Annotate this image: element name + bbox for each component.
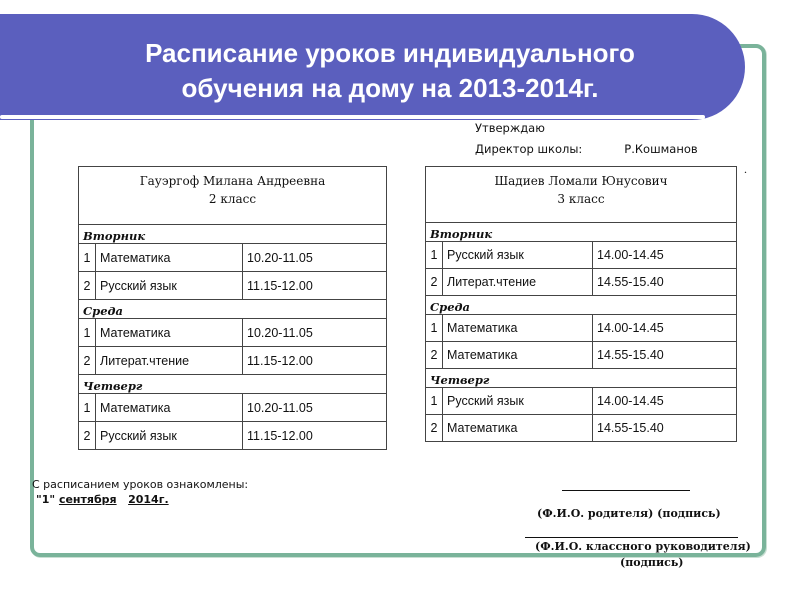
table-row <box>426 342 737 369</box>
student-class: 2 класс <box>208 192 257 206</box>
approval-block <box>475 118 755 160</box>
lesson-subject: Литерат.чтение <box>96 347 243 375</box>
approval-director-name: Р.Кошманов <box>624 142 698 156</box>
lesson-time: 10.20-11.05 <box>243 319 387 347</box>
student-header <box>426 167 737 223</box>
lesson-number: 2 <box>79 422 96 450</box>
table-row <box>79 394 387 422</box>
acknowledgement-text: С расписанием уроков ознакомлены: <box>32 478 249 491</box>
table-row <box>79 272 387 300</box>
day-row <box>426 369 737 388</box>
lesson-number: 1 <box>426 315 443 342</box>
teacher-signature-line <box>525 537 738 538</box>
table-row <box>79 244 387 272</box>
lesson-number: 1 <box>79 244 96 272</box>
acknowledgement-date <box>32 492 248 507</box>
title-line-1: Расписание уроков индивидуального <box>145 38 635 68</box>
lesson-number: 1 <box>79 319 96 347</box>
lesson-subject: Русский язык <box>96 422 243 450</box>
lesson-number: 2 <box>426 269 443 296</box>
title-line-2: обучения на дому на 2013-2014г. <box>181 73 599 103</box>
lesson-time: 14.55-15.40 <box>593 342 737 369</box>
parent-signature-caption: (Ф.И.О. родителя) (подпись) <box>537 507 721 520</box>
day-label: Четверг <box>79 375 387 394</box>
day-label: Вторник <box>426 223 737 242</box>
lesson-number: 2 <box>79 272 96 300</box>
day-row <box>79 300 387 319</box>
table-row <box>426 269 737 296</box>
parent-signature-line <box>562 490 690 491</box>
lesson-subject: Математика <box>96 319 243 347</box>
lesson-time: 10.20-11.05 <box>243 394 387 422</box>
lesson-subject: Русский язык <box>443 242 593 269</box>
table-header-row <box>79 167 387 225</box>
lesson-time: 14.55-15.40 <box>593 269 737 296</box>
lesson-number: 2 <box>426 415 443 442</box>
lesson-time: 11.15-12.00 <box>243 272 387 300</box>
lesson-subject: Математика <box>96 244 243 272</box>
lesson-number: 2 <box>79 347 96 375</box>
table-row <box>426 388 737 415</box>
date-day: "1" <box>36 493 59 506</box>
lesson-number: 2 <box>426 342 443 369</box>
day-row <box>79 225 387 244</box>
lesson-time: 11.15-12.00 <box>243 422 387 450</box>
lesson-subject: Литерат.чтение <box>443 269 593 296</box>
table-row <box>426 415 737 442</box>
teacher-signature-caption: (Ф.И.О. классного руководителя) <box>535 540 751 553</box>
student-class: 3 класс <box>557 192 605 206</box>
acknowledgement-block <box>32 477 248 507</box>
lesson-subject: Математика <box>443 315 593 342</box>
title-banner <box>0 14 745 120</box>
lesson-time: 14.00-14.45 <box>593 315 737 342</box>
approval-director <box>475 139 755 160</box>
student-name: Гауэргоф Милана Андреевна <box>139 174 326 188</box>
schedule-table-left <box>78 166 387 450</box>
page-title <box>80 36 700 106</box>
table-row <box>79 347 387 375</box>
stray-dot: . <box>744 162 747 176</box>
lesson-time: 11.15-12.00 <box>243 347 387 375</box>
schedule-table-right <box>425 166 737 442</box>
lesson-time: 10.20-11.05 <box>243 244 387 272</box>
lesson-subject: Математика <box>443 342 593 369</box>
lesson-number: 1 <box>79 394 96 422</box>
lesson-time: 14.55-15.40 <box>593 415 737 442</box>
day-label: Среда <box>79 300 387 319</box>
lesson-subject: Русский язык <box>443 388 593 415</box>
table-row <box>79 422 387 450</box>
day-label: Четверг <box>426 369 737 388</box>
lesson-subject: Математика <box>96 394 243 422</box>
lesson-number: 1 <box>426 242 443 269</box>
day-label: Вторник <box>79 225 387 244</box>
day-row <box>426 296 737 315</box>
date-year: 2014г. <box>128 493 169 506</box>
lesson-time: 14.00-14.45 <box>593 388 737 415</box>
table-header-row <box>426 167 737 223</box>
lesson-number: 1 <box>426 388 443 415</box>
student-header <box>79 167 387 225</box>
day-row <box>426 223 737 242</box>
table-row <box>426 315 737 342</box>
approval-director-label: Директор школы: <box>475 142 583 156</box>
day-row <box>79 375 387 394</box>
lesson-time: 14.00-14.45 <box>593 242 737 269</box>
lesson-subject: Русский язык <box>96 272 243 300</box>
approval-heading: Утверждаю <box>475 121 545 135</box>
day-label: Среда <box>426 296 737 315</box>
teacher-signature-sub: (подпись) <box>620 556 684 569</box>
student-name: Шадиев Ломали Юнусович <box>494 174 668 188</box>
table-row <box>426 242 737 269</box>
lesson-subject: Математика <box>443 415 593 442</box>
date-month: сентября <box>58 493 117 506</box>
table-row <box>79 319 387 347</box>
